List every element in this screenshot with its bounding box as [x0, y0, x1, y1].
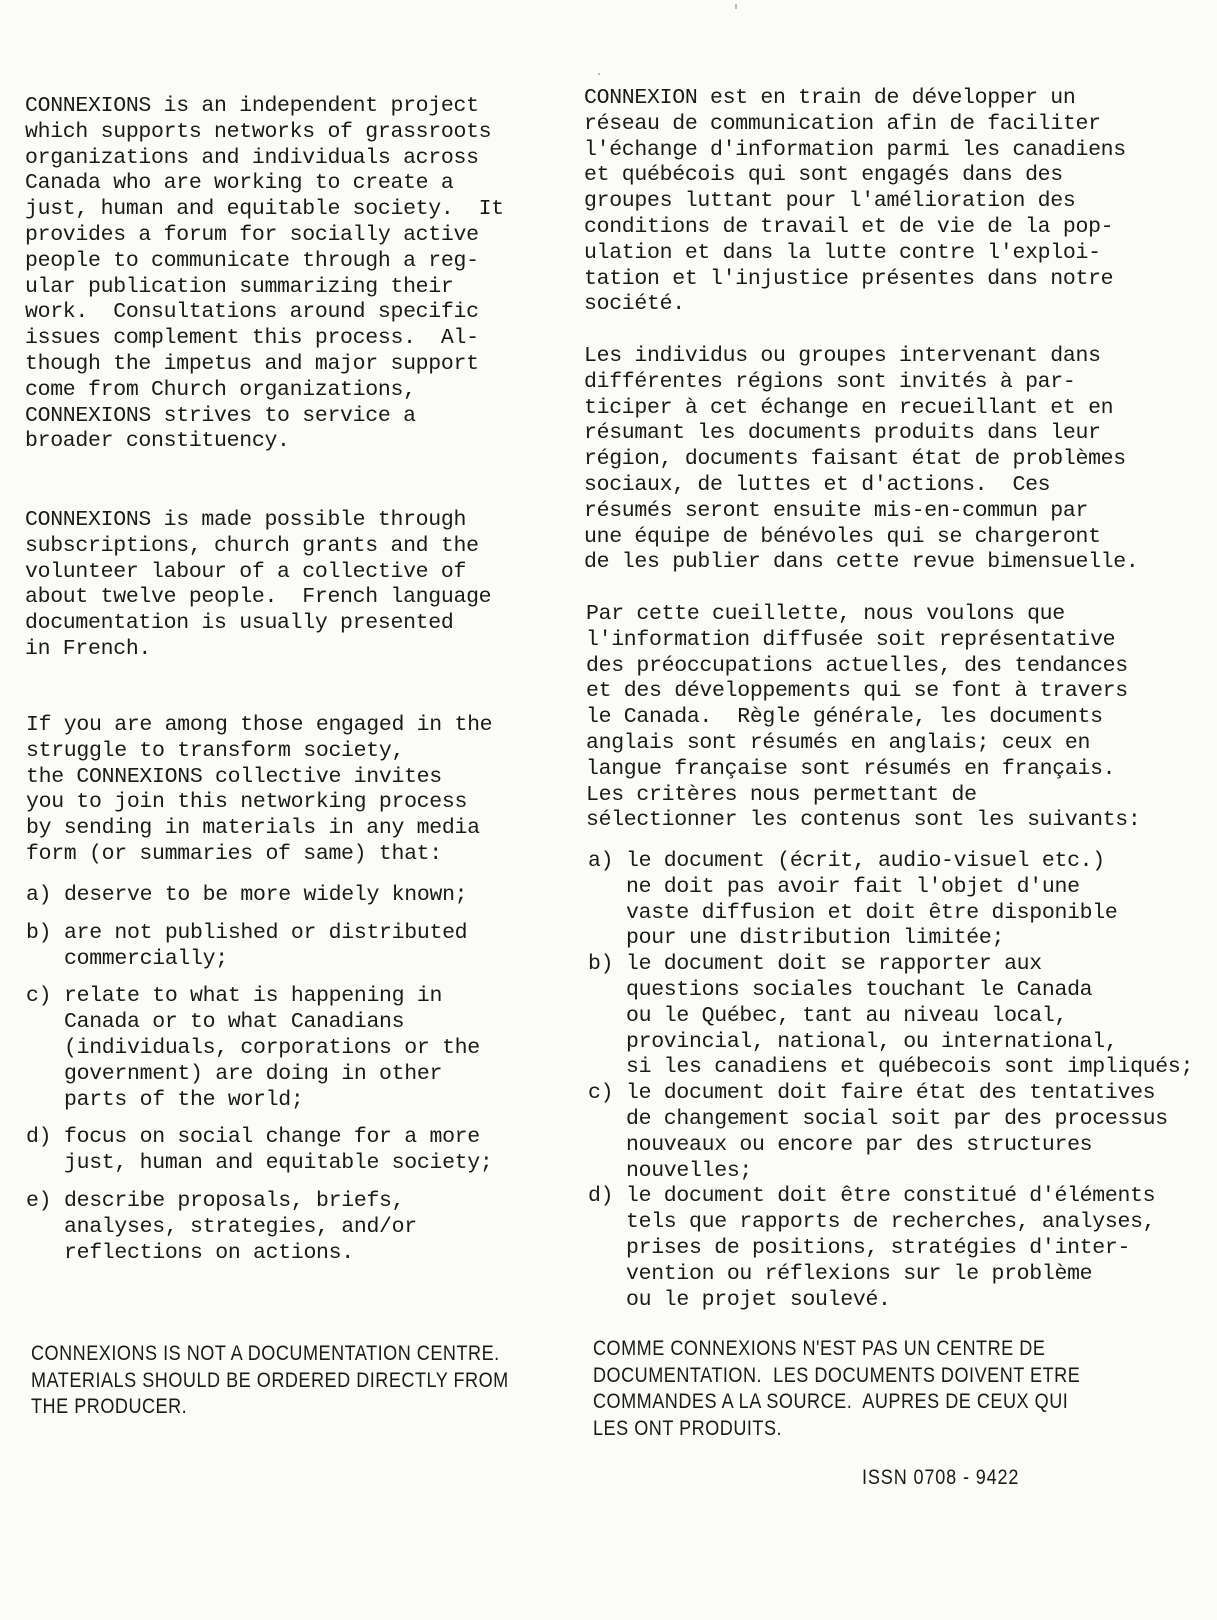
- list-item: [26, 984, 492, 1113]
- list-marker: e): [26, 1188, 52, 1213]
- list-item-text: deserve to be more widely known;: [64, 883, 468, 907]
- list-item: [588, 952, 1193, 1081]
- issn-number: ISSN 0708 - 9422: [862, 1466, 1020, 1489]
- list-item: [588, 1081, 1193, 1184]
- left-notice: CONNEXIONS IS NOT A DOCUMENTATION CENTRE. MATERIALS SHOULD BE ORDERED DIRECTLY FROM THE PRODUCER.: [31, 1342, 509, 1418]
- right-invitation-paragraph: Les individus ou groupes intervenant dans différentes régions sont invités à par- ticiper à cet échange en recueillant et en résumant les documents produits dans leur région, documents faisant état de problèmes sociaux, de luttes et d'actions. Ces résumés seront ensuite mis-en-commun par une équipe de bénévoles qui se chargeront de les publier dans cette revue bimensuelle.: [584, 344, 1139, 575]
- list-item-text: are not published or distributed commercially;: [64, 920, 468, 971]
- list-item-text: focus on social change for a more just, human and equitable society;: [64, 1125, 493, 1176]
- left-funding-paragraph: CONNEXIONS is made possible through subscriptions, church grants and the volunteer labour of a collective of about twelve people. French language documentation is usually presented in French.: [25, 508, 492, 661]
- list-item: [26, 1189, 492, 1266]
- list-marker: d): [26, 1125, 52, 1150]
- right-notice: COMME CONNEXIONS N'EST PAS UN CENTRE DE DOCUMENTATION. LES DOCUMENTS DOIVENT ETRE COMMANDES A LA SOURCE. AUPRES DE CEUX QUI LES ONT PRODUITS.: [593, 1337, 1081, 1440]
- list-item-text: le document (écrit, audio-visuel etc.) ne doit pas avoir fait l'objet d'une vaste diffusion et doit être disponible pour une distribution limitée;: [626, 849, 1118, 951]
- list-item-text: le document doit se rapporter aux questions sociales touchant le Canada ou le Québec, tant au niveau local, provincial, national, ou international, si les canadiens et québecois sont impliqués;: [626, 952, 1194, 1080]
- list-item-text: le document doit être constitué d'éléments tels que rapports de recherches, analyses, prises de positions, stratégies d'inter- vention ou réflexions sur le problème ou le projet soulevé.: [626, 1184, 1156, 1312]
- scan-mark: [598, 73, 600, 75]
- left-criteria-list: [26, 883, 492, 1266]
- left-invitation-paragraph: If you are among those engaged in the struggle to transform society, the CONNEXIONS collective invites you to join this networking process by sending in materials in any media form (or summaries of same) that:: [26, 713, 493, 866]
- list-marker: d): [588, 1184, 614, 1209]
- list-marker: a): [588, 849, 614, 873]
- list-item: [588, 1184, 1193, 1313]
- list-item: [588, 849, 1193, 952]
- list-marker: b): [26, 920, 52, 945]
- left-intro-paragraph: CONNEXIONS is an independent project which supports networks of grassroots organizations and individuals across Canada who are working to create a just, human and equitable society. It provides a forum for socially active people to communicate through a reg- ular publication summarizing their work. Consultations around specific issues complement this process. Al- though the impetus and major support come from Church organizations, CONNEXIONS strives to service a broader constituency.: [25, 94, 504, 454]
- list-item: [26, 1125, 492, 1177]
- list-marker: b): [588, 952, 614, 977]
- list-marker: c): [26, 984, 52, 1009]
- right-selection-paragraph: Par cette cueillette, nous voulons que l'information diffusée soit représentative des préoccupations actuelles, des tendances et des développements qui se font à travers le Canada. Règle générale, les documents anglais sont résumés en anglais; ceux en langue française sont résumés en français. Les critères nous permettant de sélectionner les contenus sont les suivants:: [586, 602, 1141, 833]
- list-item: [26, 921, 492, 973]
- scan-mark: [735, 4, 737, 9]
- list-item-text: relate to what is happening in Canada or to what Canadians (individuals, corporations or the government) are doing in other parts of the world;: [64, 984, 480, 1112]
- list-marker: c): [588, 1081, 614, 1106]
- list-item-text: le document doit faire état des tentatives de changement social soit par des processus nouveaux ou encore par des structures nouvelles;: [626, 1081, 1168, 1183]
- right-intro-paragraph: CONNEXION est en train de développer un réseau de communication afin de faciliter l'échange d'information parmi les canadiens et québécois qui sont engagés dans des groupes luttant pour l'amélioration des conditions de travail et de vie de la pop- ulation et dans la lutte contre l'exploi- tation et l'injustice présentes dans notre société.: [584, 86, 1126, 317]
- list-marker: a): [26, 883, 52, 907]
- list-item: [26, 883, 492, 909]
- list-item-text: describe proposals, briefs, analyses, strategies, and/or reflections on actions.: [64, 1188, 417, 1265]
- right-criteria-list: [588, 849, 1193, 1313]
